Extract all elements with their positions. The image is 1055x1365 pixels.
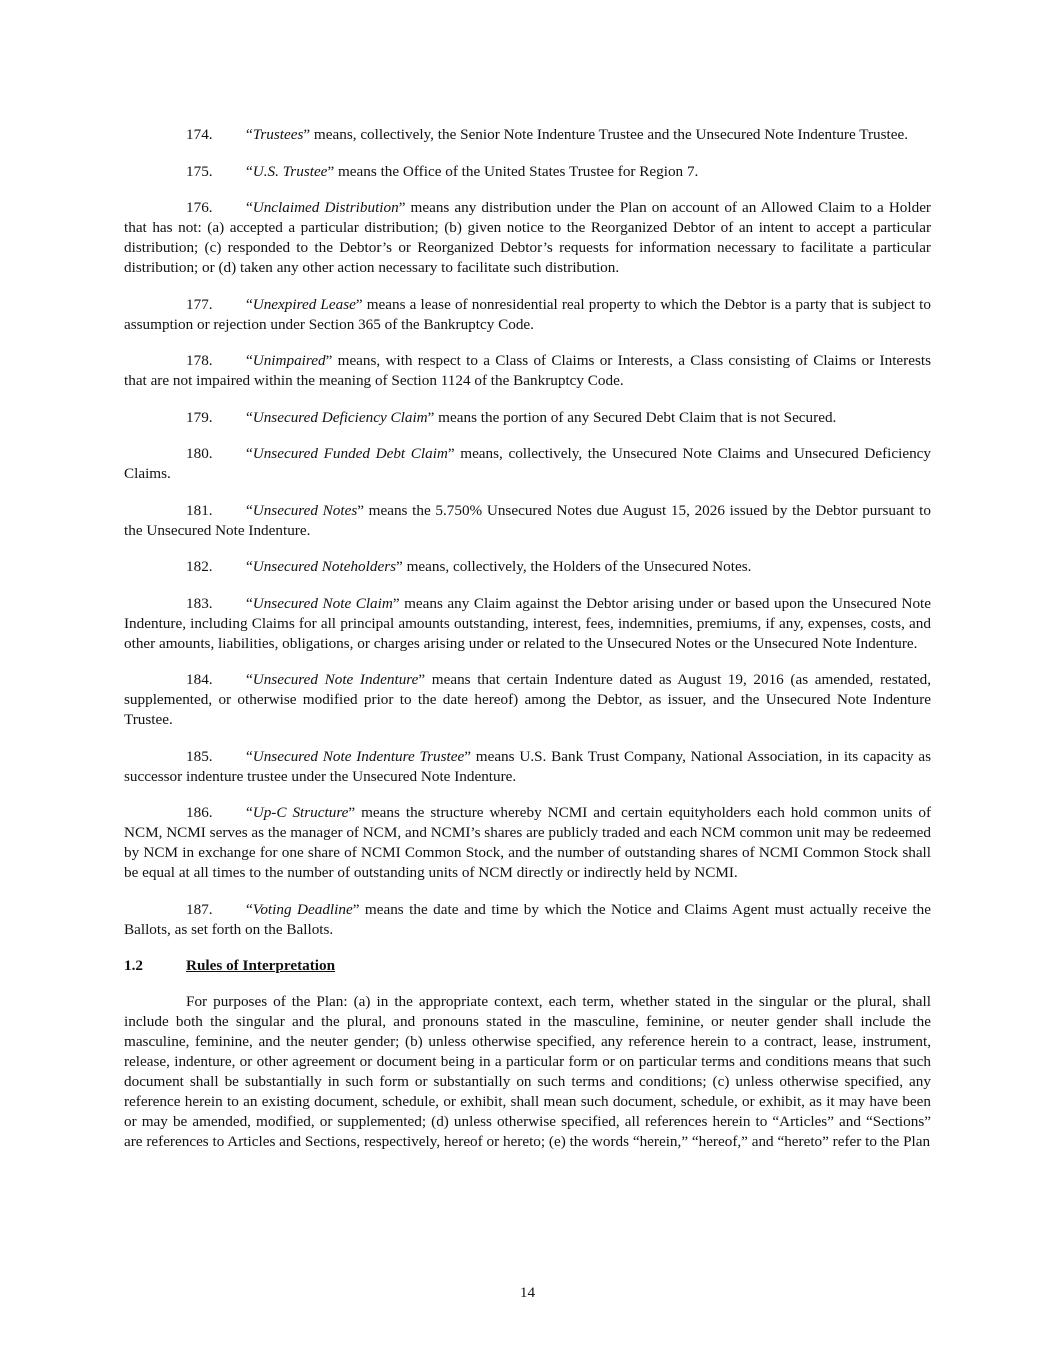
definition-term: Unsecured Note Indenture: [252, 671, 419, 688]
definition-term: Trustees: [252, 126, 304, 143]
definition-term: Unimpaired: [252, 352, 326, 369]
definition-number: 175.: [186, 162, 213, 180]
definition-term: Unsecured Notes: [252, 501, 358, 519]
definition-paragraph: 174. “Trustees” means, collectively, the Senior Note Indenture Trustee and the Unsecured Note Indenture Trustee.: [186, 126, 909, 143]
definition-text: ” means, with respect to a Class of Claims or Interests, a Class consisting of Claims or Interests that are not impaired within the meaning of Section 1124 of the Bankruptcy Code.: [124, 352, 931, 389]
definition-number: 177.: [186, 295, 213, 313]
definition-term: Up-C Structure: [252, 804, 349, 821]
definitions-list: [124, 125, 931, 940]
definition-paragraph: 181. “Unsecured Notes” means the 5.750% Unsecured Notes due August 15, 2026 issued by the Debtor pursuant to the Unsecured Note Indenture.: [124, 501, 931, 539]
definition-term: Voting Deadline: [252, 900, 353, 918]
definition-term: Unexpired Lease: [252, 295, 356, 313]
definition-text: ” means the 5.750% Unsecured Notes due August 15, 2026 issued by the Debtor pursuant to the Unsecured Note Indenture.: [124, 501, 931, 539]
definition-number: 183.: [186, 594, 213, 612]
section-heading: [124, 956, 931, 976]
definition-text: ” means the structure whereby NCMI and certain equityholders each hold common units of NCM, NCMI serves as the manager of NCM, and NCMI’s shares are publicly traded and each NCM common unit may be redeemed by NCM in exchange for one share of NCMI Common Stock, and the number of outstanding shares of NCMI Common Stock shall be equal at all times to the number of outstanding units of NCM directly or indirectly held by NCMI.: [124, 804, 931, 881]
definition-text: ” means a lease of nonresidential real property to which the Debtor is a party that is subject to assumption or rejection under Section 365 of the Bankruptcy Code.: [124, 295, 931, 333]
definition-paragraph: 177. “Unexpired Lease” means a lease of nonresidential real property to which the Debtor is a party that is subject to assumption or rejection under Section 365 of the Bankruptcy Code.: [124, 295, 931, 333]
definition-text: ” means the date and time by which the Notice and Claims Agent must actually receive the Ballots, as set forth on the Ballots.: [124, 900, 932, 938]
definition-text: ” means, collectively, the Senior Note Indenture Trustee and the Unsecured Note Indenture Trustee.: [303, 126, 909, 143]
definition-number: 187.: [186, 900, 213, 918]
definition-number: 181.: [186, 501, 213, 519]
section-number: 1.2: [124, 957, 143, 974]
definition-number: 184.: [186, 671, 213, 688]
definition-paragraph: 182. “Unsecured Noteholders” means, collectively, the Holders of the Unsecured Notes.: [186, 558, 752, 575]
section-title: Rules of Interpretation: [186, 957, 336, 974]
definition-text: ” means the Office of the United States Trustee for Region 7.: [327, 162, 699, 180]
definition-text: ” means that certain Indenture dated as August 19, 2016 (as amended, restated, supplemented, or otherwise modified prior to the date hereof) among the Debtor, as issuer, and the Unsecured Note Indenture Trustee.: [124, 671, 931, 728]
definition-term: Unsecured Deficiency Claim: [252, 408, 428, 426]
definition-number: 179.: [186, 408, 213, 426]
definition-paragraph: 183. “Unsecured Note Claim” means any Claim against the Debtor arising under or based upon the Unsecured Note Indenture, including Claims for all principal amounts outstanding, interest, fees, indemnities, premiums, if any, expenses, costs, and other amounts, liabilities, obligations, or charges arising under or related to the Unsecured Notes or the Unsecured Note Indenture.: [124, 594, 931, 652]
definition-term: Unclaimed Distribution: [252, 199, 399, 216]
definition-term: Unsecured Note Claim: [252, 594, 393, 612]
definition-text: ” means any distribution under the Plan on account of an Allowed Claim to a Holder that has not: (a) accepted a particular distribution; (b) given notice to the Reorganized Debtor of an intent to accept a particular distribution; (c) responded to the Debtor’s or Reorganized Debtor’s requests for information necessary to facilitate a particular distribution; or (d) taken any other action necessary to facilitate such distribution.: [124, 199, 931, 276]
section-body: For purposes of the Plan: (a) in the appropriate context, each term, whether stated in the singular or the plural, shall include both the singular and the plural, and pronouns stated in the masculine, feminine, or neuter gender shall include the masculine, feminine, and the neuter gender; (b) unless otherwise specified, any reference herein to a contract, lease, instrument, release, indenture, or other agreement or document being in a particular form or on particular terms and conditions means that such document shall be substantially in such form or substantially on such terms and conditions; (c) unless otherwise specified, any reference herein to an existing document, schedule, or exhibit, shall mean such document, schedule, or exhibit, as it may have been or may be amended, modified, or supplemented; (d) unless otherwise specified, all references herein to “Articles” and “Sections” are references to Articles and Sections, respectively, hereof or hereto; (e) the words “herein,” “hereof,” and “hereto” refer to the Plan: [124, 993, 931, 1150]
definition-text: ” means, collectively, the Unsecured Note Claims and Unsecured Deficiency Claims.: [124, 445, 931, 482]
definition-term: U.S. Trustee: [252, 162, 328, 180]
definition-paragraph: 185. “Unsecured Note Indenture Trustee” means U.S. Bank Trust Company, National Association, in its capacity as successor indenture trustee under the Unsecured Note Indenture.: [124, 747, 931, 785]
definition-paragraph: 178. “Unimpaired” means, with respect to a Class of Claims or Interests, a Class consisting of Claims or Interests that are not impaired within the meaning of Section 1124 of the Bankruptcy Code.: [124, 352, 931, 389]
definition-number: 185.: [186, 747, 213, 765]
definition-number: 180.: [186, 445, 213, 462]
definition-term: Unsecured Noteholders: [252, 558, 397, 575]
definition-text: ” means the portion of any Secured Debt Claim that is not Secured.: [427, 408, 837, 426]
definition-paragraph: 175. “U.S. Trustee” means the Office of the United States Trustee for Region 7.: [186, 162, 699, 180]
definition-paragraph: 180. “Unsecured Funded Debt Claim” means, collectively, the Unsecured Note Claims and Unsecured Deficiency Claims.: [124, 445, 931, 482]
definition-number: 174.: [186, 126, 213, 143]
definition-paragraph: 187. “Voting Deadline” means the date and time by which the Notice and Claims Agent must actually receive the Ballots, as set forth on the Ballots.: [124, 900, 932, 938]
definition-text: ” means any Claim against the Debtor arising under or based upon the Unsecured Note Indenture, including Claims for all principal amounts outstanding, interest, fees, indemnities, premiums, if any, expenses, costs, and other amounts, liabilities, obligations, or charges arising under or related to the Unsecured Notes or the Unsecured Note Indenture.: [124, 594, 931, 652]
document-page: [124, 125, 931, 1152]
definition-number: 178.: [186, 352, 213, 369]
page-number: 14: [519, 1284, 536, 1301]
definition-paragraph: 186. “Up-C Structure” means the structure whereby NCMI and certain equityholders each hold common units of NCM, NCMI serves as the manager of NCM, and NCMI’s shares are publicly traded and each NCM common unit may be redeemed by NCM in exchange for one share of NCMI Common Stock, and the number of outstanding shares of NCMI Common Stock shall be equal at all times to the number of outstanding units of NCM directly or indirectly held by NCMI.: [124, 804, 931, 881]
definition-paragraph: 176. “Unclaimed Distribution” means any distribution under the Plan on account of an Allowed Claim to a Holder that has not: (a) accepted a particular distribution; (b) given notice to the Reorganized Debtor of an intent to accept a particular distribution; (c) responded to the Debtor’s or Reorganized Debtor’s requests for information necessary to facilitate a particular distribution; or (d) taken any other action necessary to facilitate such distribution.: [124, 199, 931, 276]
definition-number: 176.: [186, 199, 213, 216]
definition-text: ” means, collectively, the Holders of the Unsecured Notes.: [396, 558, 752, 575]
definition-number: 186.: [186, 804, 213, 821]
definition-term: Unsecured Note Indenture Trustee: [252, 747, 465, 765]
definition-text: ” means U.S. Bank Trust Company, National Association, in its capacity as successor indenture trustee under the Unsecured Note Indenture.: [124, 747, 931, 785]
definition-paragraph: 179. “Unsecured Deficiency Claim” means the portion of any Secured Debt Claim that is not Secured.: [186, 408, 837, 426]
definition-number: 182.: [186, 558, 213, 575]
definition-term: Unsecured Funded Debt Claim: [252, 445, 448, 462]
definition-paragraph: 184. “Unsecured Note Indenture” means that certain Indenture dated as August 19, 2016 (as amended, restated, supplemented, or otherwise modified prior to the date hereof) among the Debtor, as issuer, and the Unsecured Note Indenture Trustee.: [124, 671, 931, 728]
